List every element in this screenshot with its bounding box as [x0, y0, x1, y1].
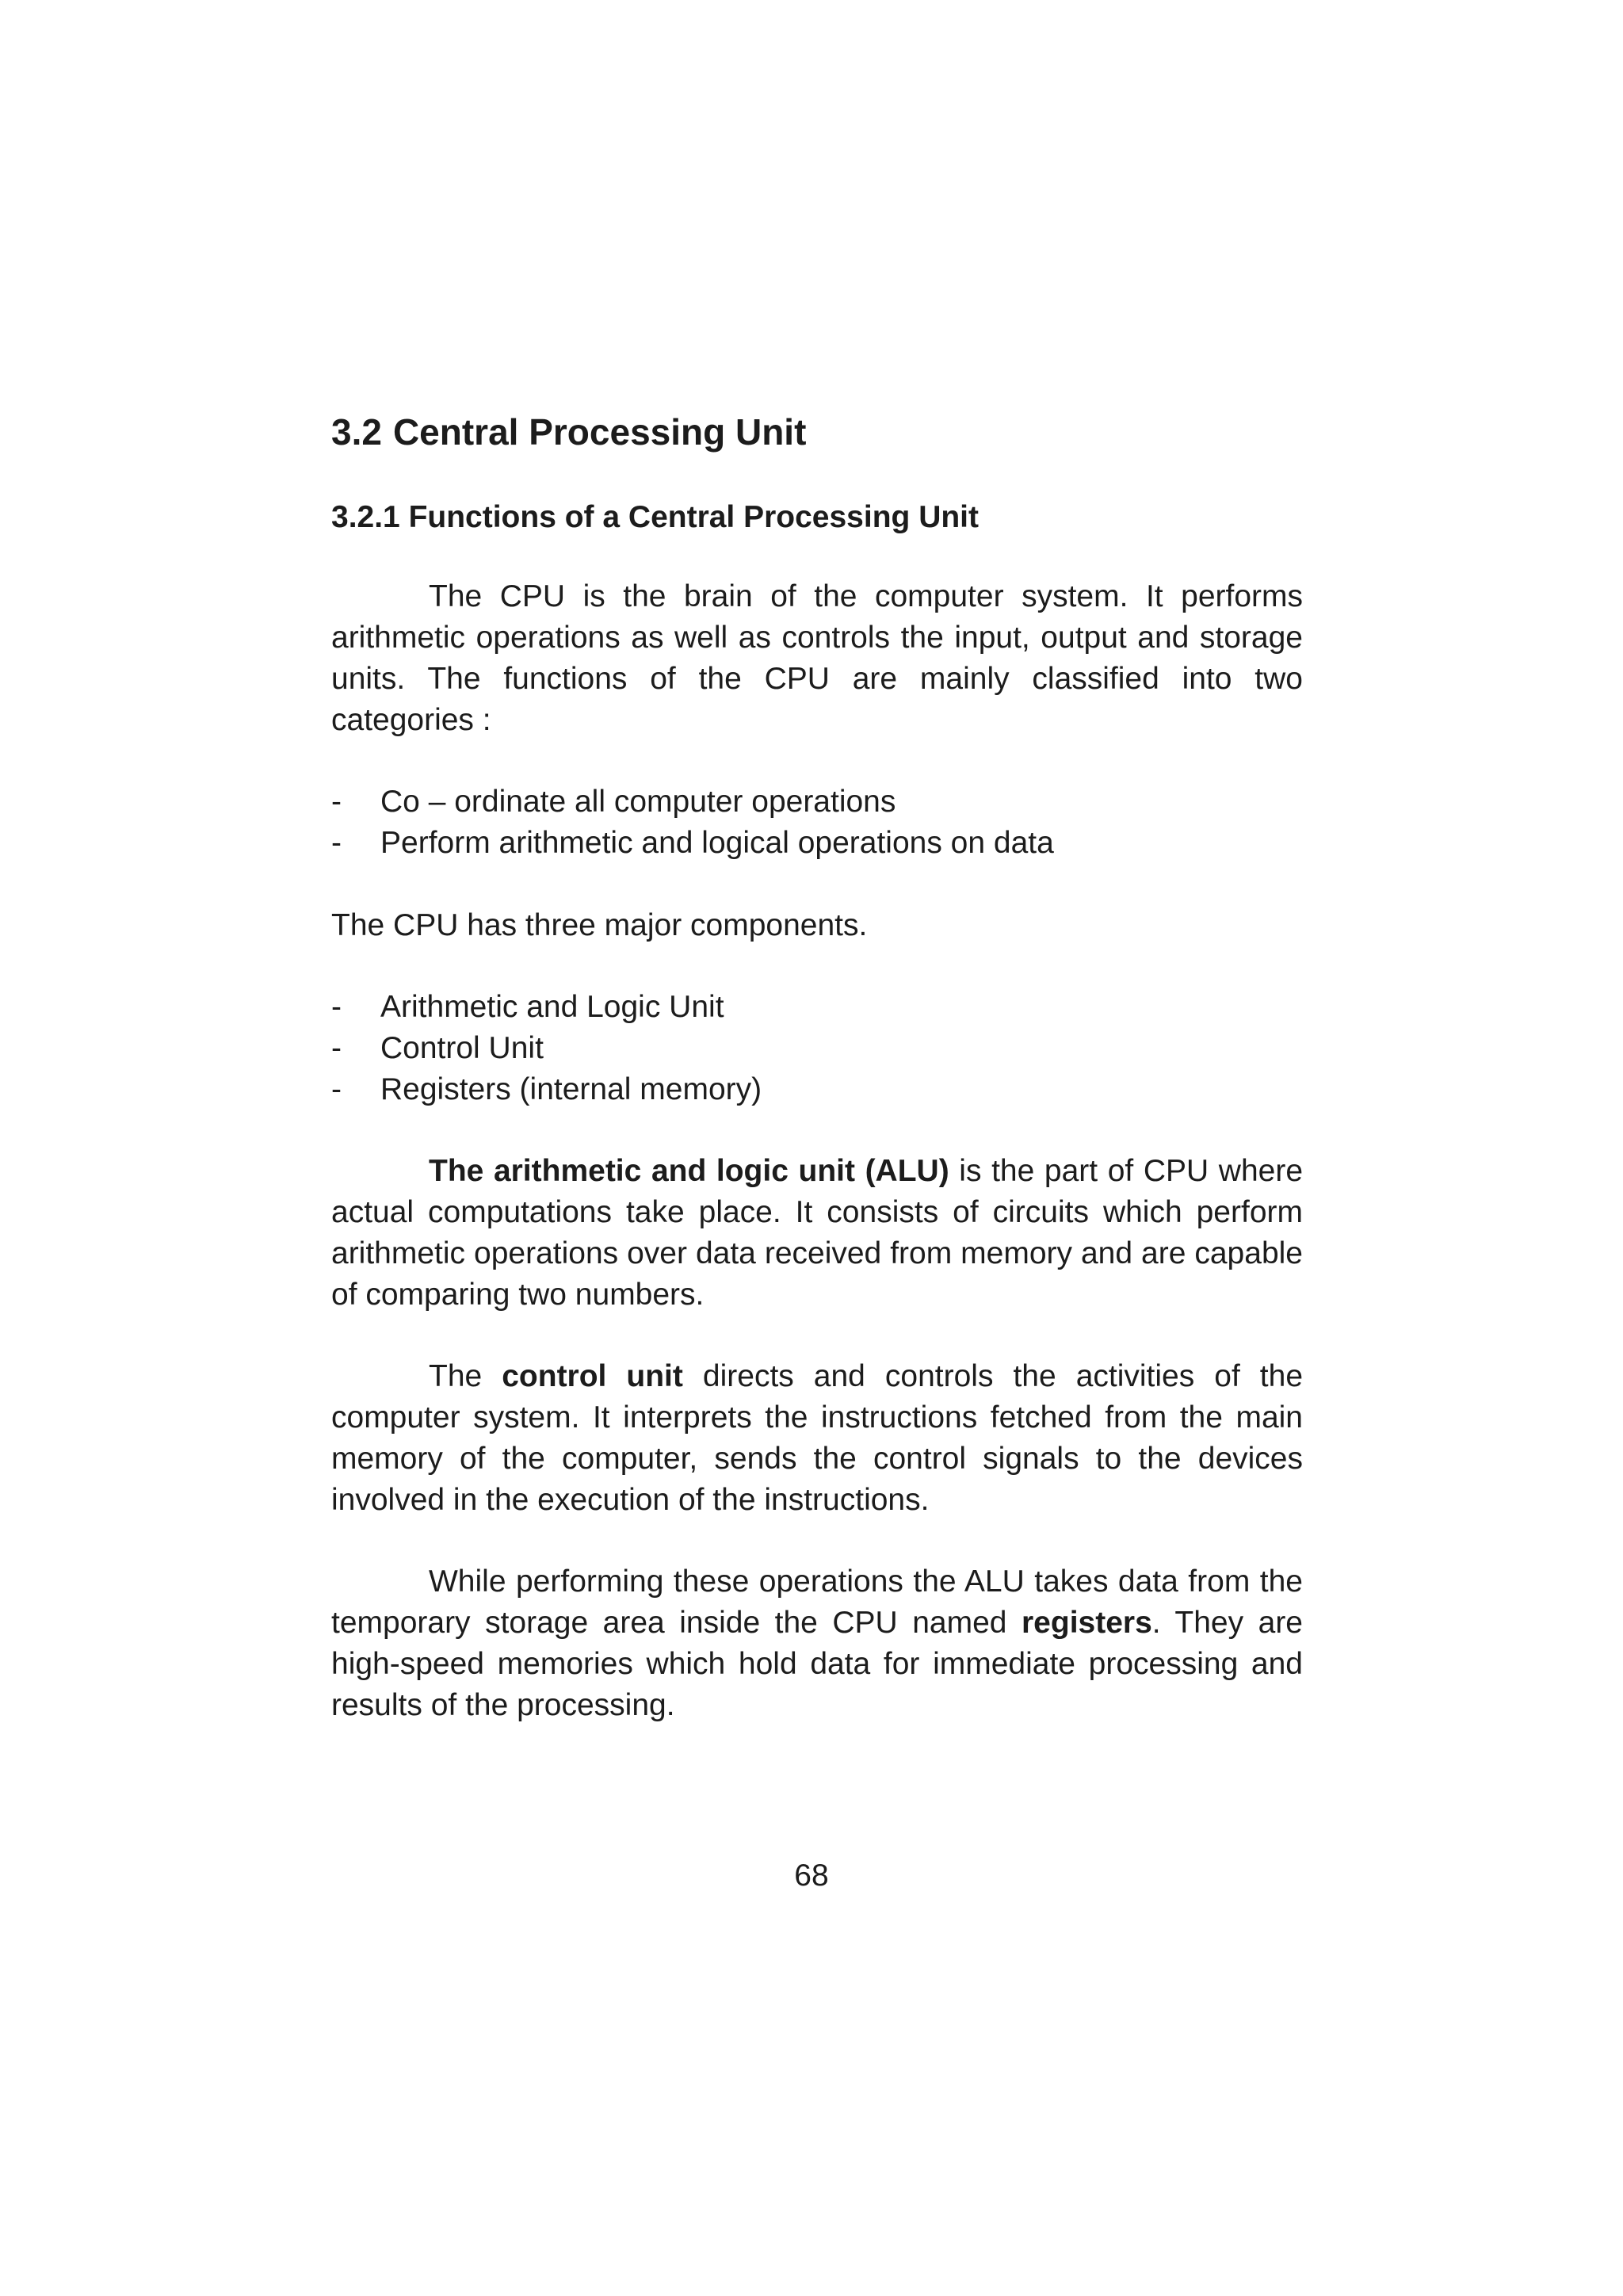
control-unit-lead: The [429, 1359, 502, 1393]
functions-list [331, 781, 1303, 864]
intro-paragraph: The CPU is the brain of the computer system. It performs arithmetic operations as well as controls the input, output and storage units. The functions of the CPU are mainly classified into two categories : [331, 579, 1303, 737]
list-item [331, 1069, 1303, 1110]
list-item [331, 1028, 1303, 1069]
list-item-text: Arithmetic and Logic Unit [380, 990, 724, 1024]
alu-paragraph [331, 1151, 1303, 1316]
registers-lead: While performing these operations the ALU takes data from the temporary storage area inside the CPU named [331, 1564, 1303, 1640]
section-number: 3.2 [331, 411, 382, 453]
list-item [331, 781, 1303, 823]
list-item-text: Perform arithmetic and logical operations on data [380, 826, 1054, 860]
bullet-dash: - [331, 1072, 342, 1106]
alu-text: is the part of CPU where actual computations take place. It consists of circuits which perform arithmetic operations over data received from memory and are capable of comparing two numbers. [331, 1154, 1304, 1312]
registers-paragraph [331, 1561, 1303, 1726]
control-unit-text: directs and controls the activities of the computer system. It interprets the instructions fetched from the main memory of the computer, sends the control signals to the devices involved in the execution of the instructions. [331, 1359, 1304, 1517]
subsection-title: 3.2.1 Functions of a Central Processing Unit [331, 500, 980, 534]
bullet-dash: - [331, 826, 342, 860]
components-list [331, 987, 1303, 1110]
list-item-text: Control Unit [380, 1031, 544, 1065]
control-unit-term: control unit [502, 1359, 683, 1393]
bullet-dash: - [331, 1031, 342, 1065]
alu-term: The arithmetic and logic unit (ALU) [429, 1154, 949, 1188]
list-item-text: Registers (internal memory) [380, 1072, 762, 1106]
components-intro: The CPU has three major components. [331, 908, 868, 942]
control-unit-paragraph [331, 1356, 1303, 1521]
section-title-text: Central Processing Unit [392, 411, 807, 453]
registers-term: registers [1022, 1606, 1152, 1640]
bullet-dash: - [331, 785, 342, 819]
list-item [331, 987, 1303, 1028]
page-number: 68 [794, 1859, 829, 1893]
section-title [331, 408, 806, 456]
list-item-text: Co – ordinate all computer operations [380, 785, 896, 819]
list-item [331, 823, 1303, 864]
registers-text: . They are high-speed memories which hold data for immediate processing and results of the processing. [331, 1606, 1303, 1722]
bullet-dash: - [331, 990, 342, 1024]
